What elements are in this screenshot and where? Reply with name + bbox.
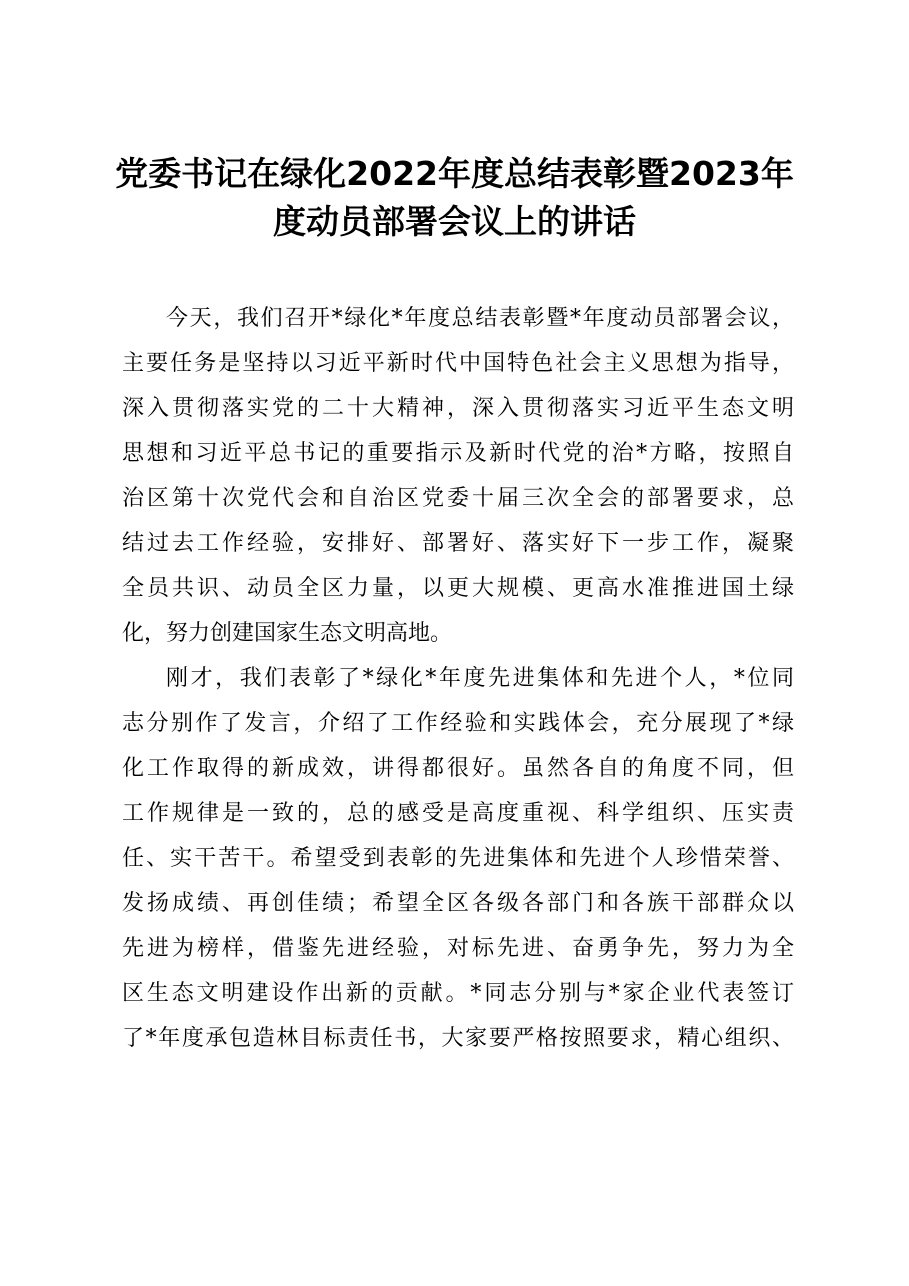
paragraph-line: 化工作取得的新成效，讲得都很好。虽然各自的角度不同，但 [122,756,794,781]
paragraph-1 [122,296,794,656]
paragraph-line: 志分别作了发言，介绍了工作经验和实践体会，充分展现了*绿 [122,711,794,736]
paragraph-line: 深入贯彻落实党的二十大精神，深入贯彻落实习近平生态文明 [122,396,794,421]
paragraph-line: 工作规律是一致的，总的感受是高度重视、科学组织、压实责 [122,801,794,826]
paragraph-2 [122,656,794,1061]
document-body [122,296,794,1061]
paragraph-line: 先进为榜样，借鉴先进经验，对标先进、奋勇争先，努力为全 [122,936,794,961]
title-line: 党委书记在绿化2022年度总结表彰暨2023年 [115,154,794,193]
paragraph-line: 化，努力创建国家生态文明高地。 [122,621,453,646]
title-line: 度动员部署会议上的讲话 [273,202,636,241]
paragraph-line: 治区第十次党代会和自治区党委十届三次全会的部署要求，总 [122,486,794,511]
document-title [100,150,809,246]
paragraph-line: 任、实干苦干。希望受到表彰的先进集体和先进个人珍惜荣誉、 [122,846,794,871]
paragraph-line: 区生态文明建设作出新的贡献。*同志分别与*家企业代表签订 [122,981,794,1006]
paragraph-line: 全员共识、动员全区力量，以更大规模、更高水准推进国土绿 [122,576,794,601]
paragraph-line: 刚才，我们表彰了*绿化*年度先进集体和先进个人，*位同 [166,666,794,691]
paragraph-line: 今天，我们召开*绿化*年度总结表彰暨*年度动员部署会议， [166,306,794,331]
paragraph-line: 结过去工作经验，安排好、部署好、落实好下一步工作，凝聚 [122,531,794,556]
paragraph-line: 主要任务是坚持以习近平新时代中国特色社会主义思想为指导， [122,351,794,376]
paragraph-line: 发扬成绩、再创佳绩；希望全区各级各部门和各族干部群众以 [122,891,794,916]
paragraph-line: 思想和习近平总书记的重要指示及新时代党的治*方略，按照自 [122,441,794,466]
paragraph-line: 了*年度承包造林目标责任书，大家要严格按照要求，精心组织、 [122,1026,794,1051]
